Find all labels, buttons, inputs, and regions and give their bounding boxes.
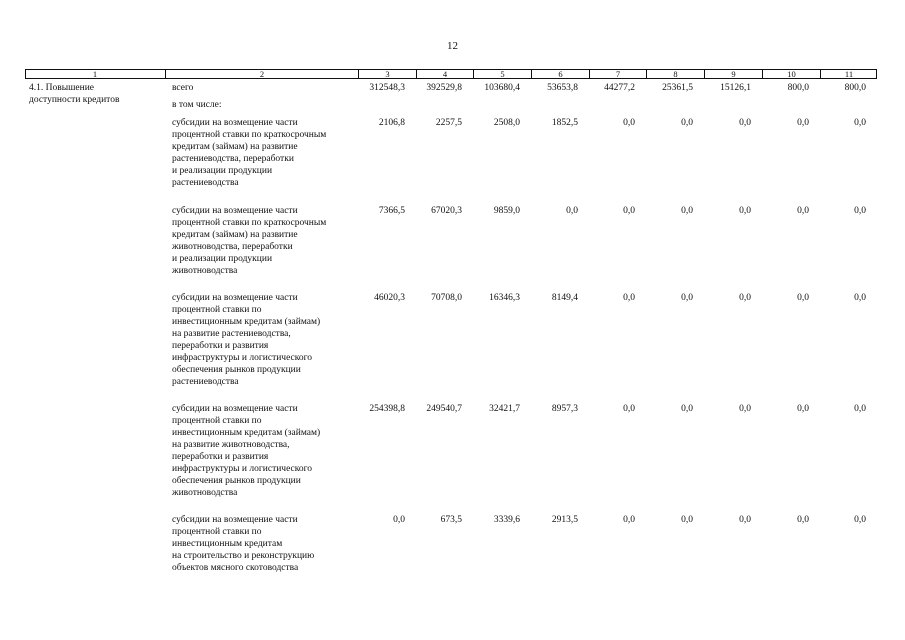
- value-cell: 0,0: [854, 293, 866, 303]
- description-line: всего: [172, 83, 194, 93]
- value-cell: 0,0: [739, 206, 751, 216]
- value-cell: 0,0: [797, 293, 809, 303]
- value-cell: 2106,8: [378, 118, 405, 128]
- value-cell: 392529,8: [426, 83, 462, 93]
- value-cell: 0,0: [854, 404, 866, 414]
- description-line: растениеводства, переработки: [172, 154, 294, 164]
- table-header-cell: 10: [762, 70, 820, 78]
- value-cell: 254398,8: [369, 404, 405, 414]
- value-cell: 0,0: [623, 515, 635, 525]
- value-cell: 0,0: [623, 206, 635, 216]
- value-cell: 0,0: [623, 404, 635, 414]
- description-line: и реализации продукции: [172, 166, 273, 176]
- value-cell: 0,0: [681, 293, 693, 303]
- value-cell: 32421,7: [489, 404, 520, 414]
- description-line: процентной ставки по: [172, 416, 262, 426]
- description-line: обеспечения рынков продукции: [172, 365, 301, 375]
- value-cell: 0,0: [739, 293, 751, 303]
- description-line: инвестиционным кредитам (займам): [172, 428, 321, 438]
- description-line: обеспечения рынков продукции: [172, 476, 301, 486]
- description-line: субсидии на возмещение части: [172, 118, 298, 128]
- value-cell: 67020,3: [431, 206, 462, 216]
- value-cell: 0,0: [393, 515, 405, 525]
- table-header-cell: 7: [589, 70, 646, 78]
- value-cell: 0,0: [681, 118, 693, 128]
- table-header-cell: 3: [358, 70, 416, 78]
- value-cell: 103680,4: [484, 83, 520, 93]
- table-header-cell: 8: [646, 70, 704, 78]
- description-line: субсидии на возмещение части: [172, 293, 298, 303]
- description-line: животноводства, переработки: [172, 242, 293, 252]
- value-cell: 2257,5: [435, 118, 462, 128]
- description-line: на развитие растениеводства,: [172, 329, 291, 339]
- value-cell: 0,0: [623, 118, 635, 128]
- value-cell: 0,0: [681, 404, 693, 414]
- value-cell: 16346,3: [489, 293, 520, 303]
- table-header-cell: 4: [416, 70, 473, 78]
- table-header-cell: 9: [704, 70, 762, 78]
- description-line: инфраструктуры и логистического: [172, 353, 313, 363]
- table-header-cell: 11: [820, 70, 877, 78]
- description-line: переработки и развития: [172, 341, 269, 351]
- description-line: кредитам (займам) на развитие: [172, 230, 298, 240]
- value-cell: 70708,0: [431, 293, 462, 303]
- description-line: растениеводства: [172, 178, 239, 188]
- description-line: инфраструктуры и логистического: [172, 464, 313, 474]
- value-cell: 0,0: [854, 118, 866, 128]
- value-cell: 0,0: [854, 206, 866, 216]
- description-line: субсидии на возмещение части: [172, 404, 298, 414]
- description-line: инвестиционным кредитам (займам): [172, 317, 321, 327]
- value-cell: 312548,3: [369, 83, 405, 93]
- value-cell: 0,0: [739, 515, 751, 525]
- measure-cell-line: 4.1. Повышение: [29, 83, 95, 93]
- value-cell: 0,0: [681, 515, 693, 525]
- value-cell: 3339,6: [493, 515, 520, 525]
- value-cell: 0,0: [797, 515, 809, 525]
- value-cell: 0,0: [739, 118, 751, 128]
- description-line: кредитам (займам) на развитие: [172, 142, 298, 152]
- value-cell: 0,0: [797, 206, 809, 216]
- description-line: на развитие животноводства,: [172, 440, 290, 450]
- value-cell: 0,0: [566, 206, 578, 216]
- description-line: процентной ставки по краткосрочным: [172, 130, 327, 140]
- description-line: в том числе:: [172, 100, 222, 110]
- value-cell: 15126,1: [720, 83, 751, 93]
- description-line: субсидии на возмещение части: [172, 515, 298, 525]
- value-cell: 800,0: [787, 83, 809, 93]
- value-cell: 46020,3: [374, 293, 405, 303]
- measure-cell-line: доступности кредитов: [29, 95, 120, 105]
- value-cell: 800,0: [844, 83, 866, 93]
- description-line: растениеводства: [172, 377, 239, 387]
- value-cell: 2913,5: [551, 515, 578, 525]
- value-cell: 673,5: [440, 515, 462, 525]
- value-cell: 0,0: [797, 404, 809, 414]
- value-cell: 0,0: [797, 118, 809, 128]
- description-line: процентной ставки по: [172, 305, 262, 315]
- table-header-cell: 2: [165, 70, 358, 78]
- value-cell: 0,0: [623, 293, 635, 303]
- value-cell: 2508,0: [493, 118, 520, 128]
- value-cell: 53653,8: [547, 83, 578, 93]
- value-cell: 25361,5: [662, 83, 693, 93]
- description-line: объектов мясного скотоводства: [172, 563, 299, 573]
- description-line: инвестиционным кредитам: [172, 539, 283, 549]
- value-cell: 44277,2: [604, 83, 635, 93]
- description-line: субсидии на возмещение части: [172, 206, 298, 216]
- value-cell: 8957,3: [551, 404, 578, 414]
- table-header-cell: 1: [92, 69, 98, 79]
- value-cell: 0,0: [681, 206, 693, 216]
- value-cell: 249540,7: [426, 404, 462, 414]
- value-cell: 1852,5: [551, 118, 578, 128]
- description-line: животноводства: [172, 266, 238, 276]
- value-cell: 7366,5: [378, 206, 405, 216]
- value-cell: 9859,0: [493, 206, 520, 216]
- description-line: и реализации продукции: [172, 254, 273, 264]
- value-cell: 0,0: [739, 404, 751, 414]
- value-cell: 0,0: [854, 515, 866, 525]
- value-cell: 8149,4: [551, 293, 578, 303]
- description-line: на строительство и реконструкцию: [172, 551, 315, 561]
- description-line: переработки и развития: [172, 452, 269, 462]
- description-line: животноводства: [172, 488, 238, 498]
- description-line: процентной ставки по краткосрочным: [172, 218, 327, 228]
- table-header-cell: 6: [531, 70, 589, 78]
- page-number: 12: [447, 40, 458, 52]
- description-line: процентной ставки по: [172, 527, 262, 537]
- table-header-cell: 5: [473, 70, 531, 78]
